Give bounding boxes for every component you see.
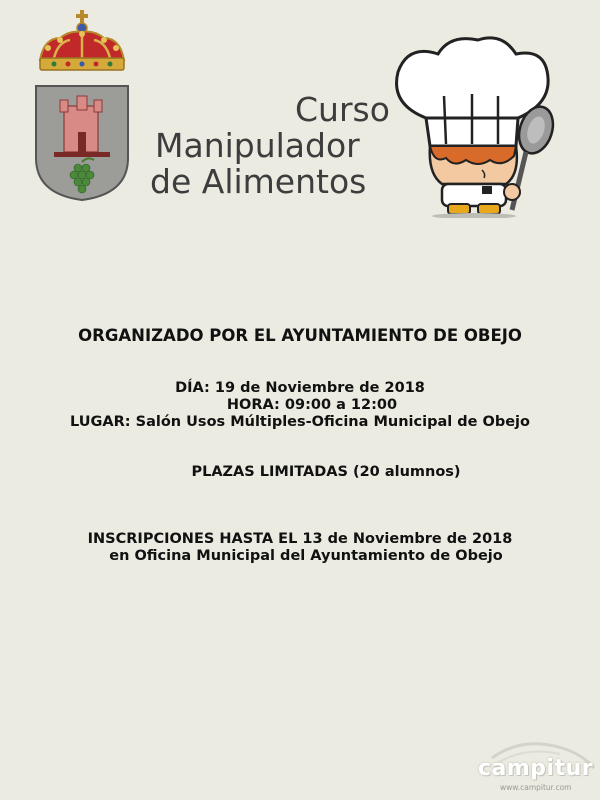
registration-deadline: INSCRIPCIONES HASTA EL 13 de Noviembre de 2018 [87,531,513,547]
event-time: HORA: 09:00 a 12:00 [226,397,398,413]
coat-of-arms-icon [30,8,134,208]
title-line-1: Curso [295,90,390,129]
watermark-url: www.campitur.com [500,783,572,792]
title-line-3: de Alimentos [150,162,367,201]
organizer-heading: ORGANIZADO POR EL AYUNTAMIENTO DE OBEJO [78,326,522,345]
event-date: DÍA: 19 de Noviembre de 2018 [175,380,425,396]
watermark-brand: campitur [478,756,594,781]
title-line-2: Manipulador [155,126,360,165]
course-title [150,92,420,200]
chef-mascot-icon [386,34,562,218]
registration-office: en Oficina Municipal del Ayuntamiento de Obejo [109,548,503,564]
event-place: LUGAR: Salón Usos Múltiples-Oficina Municipal de Obejo [70,414,530,430]
limited-places-notice: PLAZAS LIMITADAS (20 alumnos) [191,464,461,480]
